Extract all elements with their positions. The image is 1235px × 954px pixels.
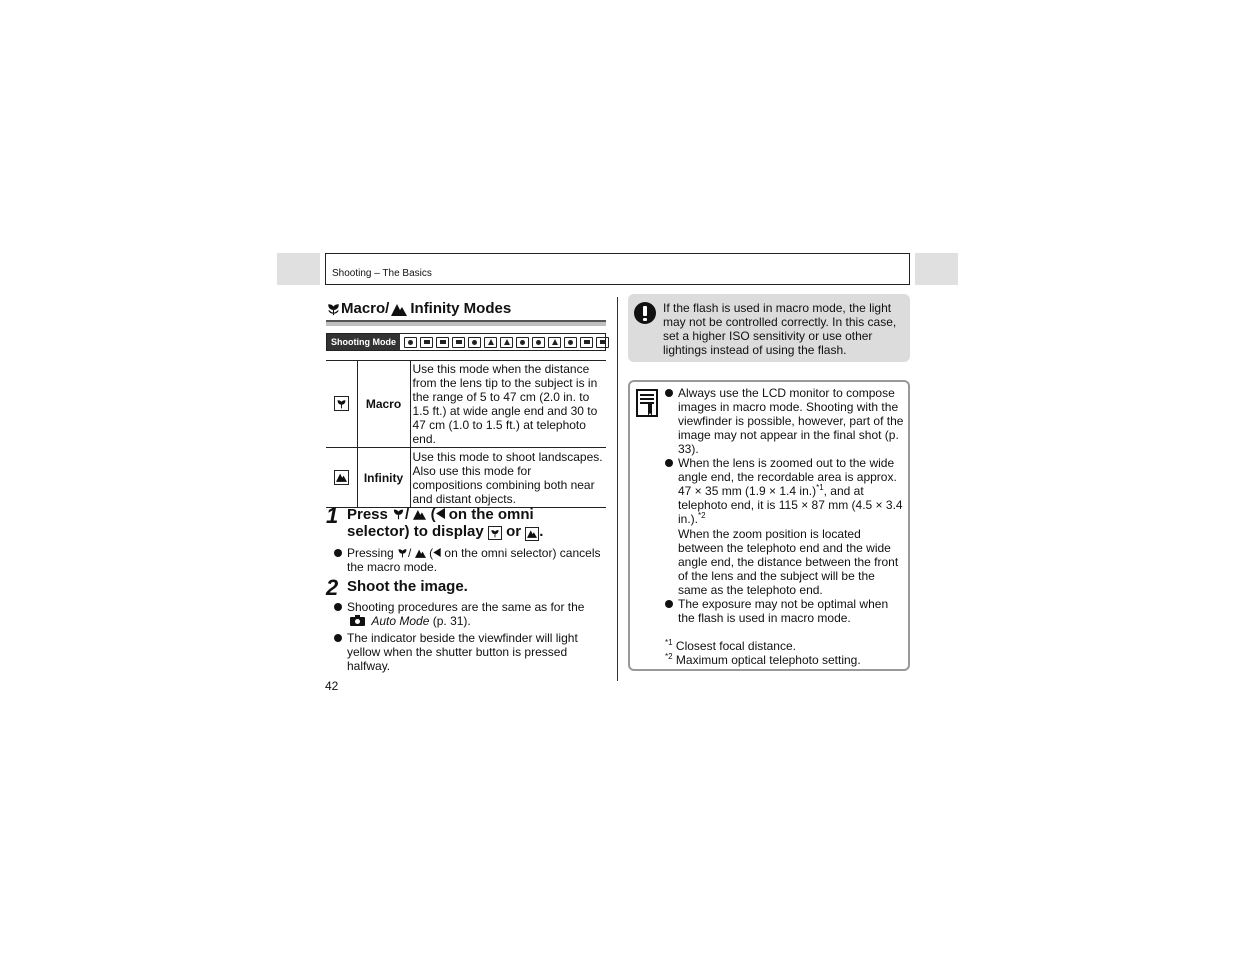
list-item: Shooting procedures are the same as for the Auto Mode (p. 31). — [334, 600, 606, 628]
list-item: The exposure may not be optimal when the flash is used in macro mode. — [665, 597, 905, 625]
footnote: $^{*1}$ Closest focal distance. — [665, 638, 796, 653]
snow-icon — [532, 337, 545, 348]
stitch-left-icon — [436, 337, 449, 348]
title-underline — [326, 320, 606, 326]
memo-icon — [636, 389, 658, 417]
foliage-icon — [516, 337, 529, 348]
table-row — [326, 361, 606, 448]
macro-flower-icon — [397, 547, 408, 558]
note-continuation: When the zoom position is located between the telephoto end and the wide angle end, the distance between the front of the lens and the subject will be the same as the telephoto end. — [678, 527, 899, 597]
header-section: Shooting – The Basics — [332, 268, 432, 279]
movie-icon — [596, 337, 609, 348]
column-divider — [617, 297, 618, 681]
stitch-right-icon — [452, 337, 465, 348]
page-number: 42 — [325, 679, 339, 693]
step-text: / — [405, 506, 410, 523]
page-tab-right — [915, 253, 958, 285]
mode-name-macro: Macro — [357, 361, 410, 448]
portrait-icon — [468, 337, 481, 348]
footnote: $^{*2}$ Maximum optical telephoto setting. — [665, 652, 861, 667]
mode-desc-macro: Use this mode when the distance from the lens tip to the subject is in the range of 5 to 47 cm (2.0 in. to 1.5 ft.) at wide angle end and 30 to 47 cm (1.0 to 1.5 ft.) at telephoto end. — [410, 361, 606, 448]
mode-name-infinity: Infinity — [357, 448, 410, 508]
step-text: . — [539, 523, 544, 540]
step-text: ( — [430, 506, 436, 523]
auto-mode-icon — [404, 337, 417, 348]
note-box — [628, 380, 910, 671]
step-number: 1 — [326, 503, 339, 528]
night-scene-icon — [500, 337, 513, 348]
macro-flower-icon — [392, 507, 405, 520]
macro-flower-icon — [334, 396, 349, 411]
left-arrow-icon — [433, 548, 441, 557]
step-number: 2 — [326, 575, 339, 600]
step-text: Shoot the image. — [347, 578, 468, 595]
mountain-icon — [391, 302, 407, 316]
step-text: Press — [347, 506, 388, 523]
caution-icon — [634, 302, 656, 324]
macro-flower-icon — [488, 526, 502, 540]
list-item: Always use the LCD monitor to compose images in macro mode. Shooting with the viewfinder is possible, however, part of the image may not appear in the final shot (p. 33). — [665, 386, 905, 456]
list-item: The indicator beside the viewfinder will light yellow when the shutter button is pressed halfway. — [334, 631, 606, 673]
title-macro: Macro/ — [341, 300, 390, 317]
landscape-icon — [484, 337, 497, 348]
step-text: on the omni selector) to display — [347, 506, 534, 540]
modes-table — [326, 360, 606, 508]
beach-icon — [548, 337, 561, 348]
shooting-mode-label: Shooting Mode — [327, 334, 400, 350]
step-text: or — [506, 523, 522, 540]
step-1 — [326, 503, 587, 541]
step-2 — [326, 575, 468, 600]
page-header — [325, 253, 910, 285]
caution-text: If the flash is used in macro mode, the light may not be controlled correctly. In this case, set a higher ISO sensitivity or use other lightings instead of using the flash. — [663, 301, 897, 357]
mountain-icon — [334, 470, 349, 485]
camera-auto-icon — [350, 615, 365, 626]
mountain-icon — [525, 527, 539, 541]
fireworks-icon — [564, 337, 577, 348]
macro-flower-icon — [326, 301, 341, 316]
page-tab-left — [277, 253, 320, 285]
list-item: When the lens is zoomed out to the wide angle end, the recordable area is approx. 47 × 35 mm (1.9 × 1.4 in.)$^{*1}$, and at telephoto end, it is 115 × 87 mm (4.5 × 3.4 in.).$^{*2}$ — [665, 456, 905, 526]
left-arrow-icon — [436, 508, 445, 519]
mountain-icon — [415, 548, 426, 558]
manual-mode-icon — [420, 337, 433, 348]
table-row — [326, 448, 606, 508]
title-infinity: Infinity Modes — [410, 300, 512, 317]
section-title — [326, 300, 511, 317]
caution-box — [628, 294, 910, 362]
mode-desc-infinity: Use this mode to shoot landscapes. Also use this mode for compositions combining both near and distant objects. — [410, 448, 606, 508]
shooting-mode-bar — [326, 333, 606, 351]
underwater-icon — [580, 337, 593, 348]
mountain-icon — [413, 508, 426, 520]
list-item: Pressing / ( on the omni selector) cancels the macro mode. — [334, 546, 606, 574]
